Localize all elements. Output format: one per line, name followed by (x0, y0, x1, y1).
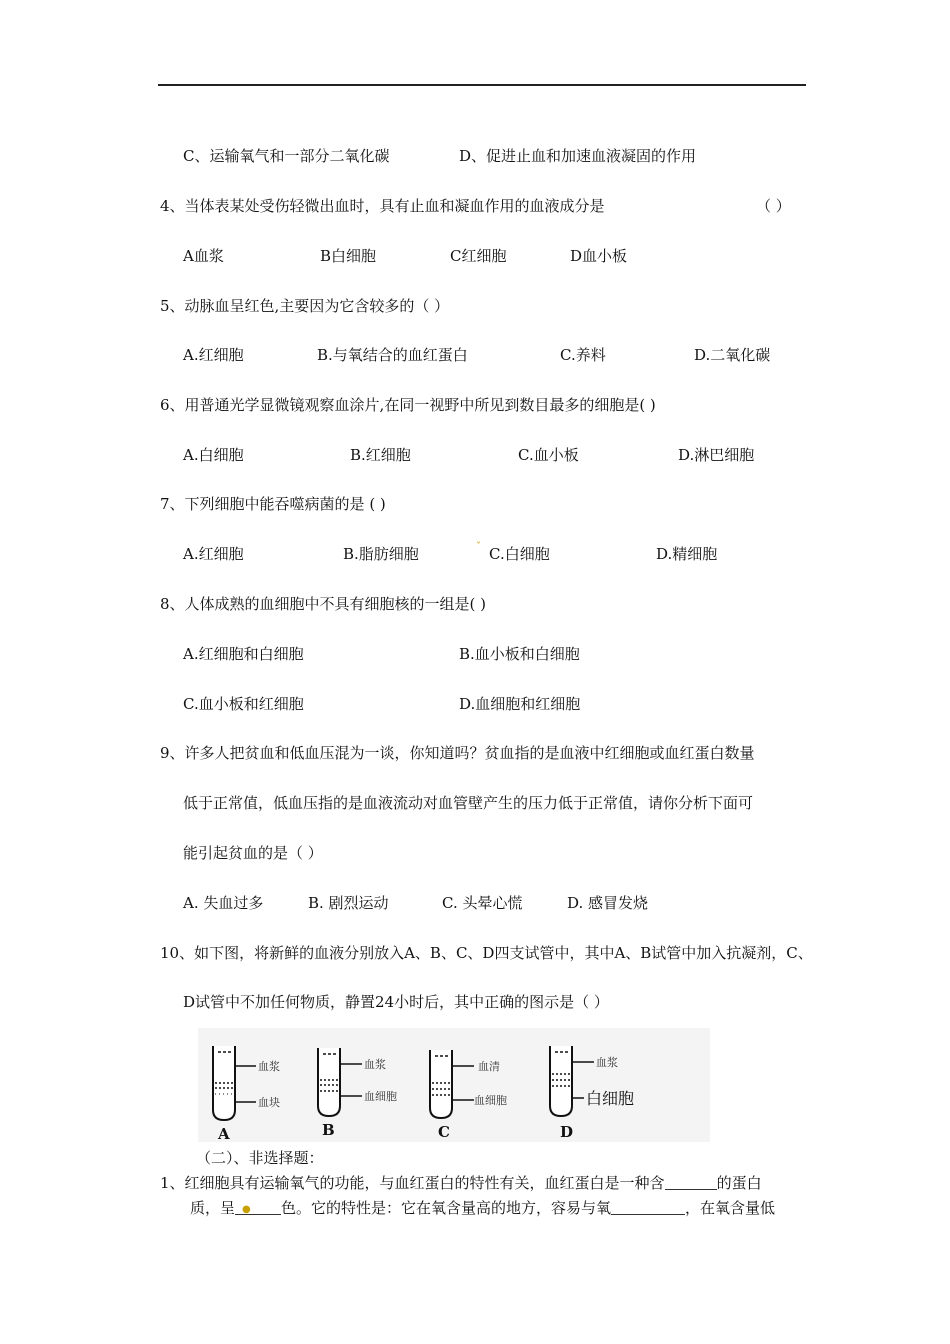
tube-a-bottom-label: 血块 (258, 1096, 280, 1109)
tube-d-bottom-label: 白细胞 (586, 1091, 635, 1108)
q9-stem-line3: 能引起贫血的是（ ） (183, 844, 323, 862)
q10-stem-line2: D试管中不加任何物质，静置24小时后，其中正确的图示是（ ） (183, 993, 609, 1011)
tube-b-bottom-label: 血细胞 (364, 1090, 397, 1103)
tube-d-top-label: 血浆 (596, 1056, 618, 1069)
q9-option-a: A. 失血过多 (183, 894, 264, 912)
tube-b-letter: B (322, 1121, 335, 1139)
q6-stem: 6、用普通光学显微镜观察血涂片,在同一视野中所见到数目最多的细胞是( ) (160, 396, 656, 414)
header-rule (158, 84, 806, 86)
q3-option-c: C、运输氧气和一部分二氧化碳 (183, 147, 390, 165)
q7-stem: 7、下列细胞中能吞噬病菌的是 ( ) (160, 495, 386, 513)
q9-stem-line2: 低于正常值，低血压指的是血液流动对血管壁产生的压力低于正常值，请你分析下面可 (183, 794, 754, 812)
tube-d-letter: D (560, 1123, 574, 1141)
tube-b-top-label: 血浆 (364, 1058, 386, 1071)
tube-a-letter: A (218, 1125, 230, 1142)
q8-option-c: C.血小板和红细胞 (183, 695, 304, 713)
q4-option-c: C红细胞 (450, 247, 507, 265)
q5-stem: 5、动脉血呈红色,主要因为它含较多的（ ） (160, 297, 450, 315)
q8-option-d: D.血细胞和红细胞 (459, 695, 581, 713)
q3-option-d: D、促进止血和加速血液凝固的作用 (459, 147, 697, 165)
s2-q1-line1-text-a: 1、红细胞具有运输氧气的功能，与血红蛋白的特性有关，血红蛋白是一种含 (160, 1174, 665, 1192)
q4-option-b: B白细胞 (320, 247, 377, 265)
q4-option-d: D血小板 (570, 247, 628, 265)
q6-option-c: C.血小板 (518, 446, 579, 464)
s2-q1-line2-text-b: 色。它的特性是：它在氧含量高的地方，容易与氧 (281, 1199, 612, 1217)
q9-option-c: C. 头晕心慌 (442, 894, 523, 912)
q4-stem: 4、当体表某处受伤轻微出血时，具有止血和凝血作用的血液成分是 (160, 197, 605, 215)
q4-option-a: A血浆 (183, 247, 224, 265)
stray-mark-2: ● (242, 1204, 251, 1215)
q6-option-b: B.红细胞 (350, 446, 411, 464)
q5-option-b: B.与氧结合的血红蛋白 (317, 346, 468, 364)
q7-option-c: C.白细胞 (489, 545, 550, 563)
s2-q1-line1 (160, 1173, 762, 1193)
q9-option-d: D. 感冒发烧 (567, 894, 649, 912)
tube-a (213, 1046, 280, 1142)
q7-option-d: D.精细胞 (656, 545, 718, 563)
q8-stem: 8、人体成熟的血细胞中不具有细胞核的一组是( ) (160, 595, 487, 613)
q9-option-b: B. 剧烈运动 (308, 894, 389, 912)
q4-answer-paren: （ ） (756, 197, 791, 215)
tube-c-top-label: 血清 (478, 1060, 500, 1073)
q7-option-b: B.脂肪细胞 (343, 545, 419, 563)
section2-heading: （二）、非选择题： (196, 1149, 324, 1167)
q9-stem-line1: 9、许多人把贫血和低血压混为一谈，你知道吗？贫血指的是血液中红细胞或血红蛋白数量 (160, 744, 755, 762)
s2-q1-line2-text-c: ，在氧含量低 (685, 1199, 776, 1217)
test-tube-figure (198, 1028, 710, 1142)
stray-mark: ˇ (476, 542, 481, 553)
q5-option-c: C.养料 (560, 346, 606, 364)
s2-q1-line2-text-a: 质，呈 (190, 1199, 236, 1217)
tube-c-bottom-label: 血细胞 (474, 1094, 507, 1107)
s2-q1-line1-text-b: 的蛋白 (716, 1174, 762, 1192)
blank-element[interactable] (665, 1175, 717, 1190)
tube-d (550, 1046, 634, 1141)
blank-oxygen-binding[interactable] (611, 1200, 685, 1215)
q8-option-a: A.红细胞和白细胞 (183, 645, 304, 663)
q10-stem-line1: 10、如下图，将新鲜的血液分别放入A、B、C、D四支试管中，其中A、B试管中加入抗凝剂，C、 (160, 944, 813, 962)
s2-q1-line2 (190, 1198, 775, 1218)
q6-option-d: D.淋巴细胞 (678, 446, 755, 464)
q8-option-b: B.血小板和白细胞 (459, 645, 580, 663)
test-tube-diagram (198, 1028, 710, 1142)
q5-option-d: D.二氧化碳 (694, 346, 771, 364)
q6-option-a: A.白细胞 (183, 446, 244, 464)
tube-b (318, 1048, 397, 1139)
tube-c (430, 1050, 507, 1141)
q7-option-a: A.红细胞 (183, 545, 244, 563)
q5-option-a: A.红细胞 (183, 346, 244, 364)
tube-a-top-label: 血浆 (258, 1060, 280, 1073)
tube-c-letter: C (438, 1123, 450, 1141)
